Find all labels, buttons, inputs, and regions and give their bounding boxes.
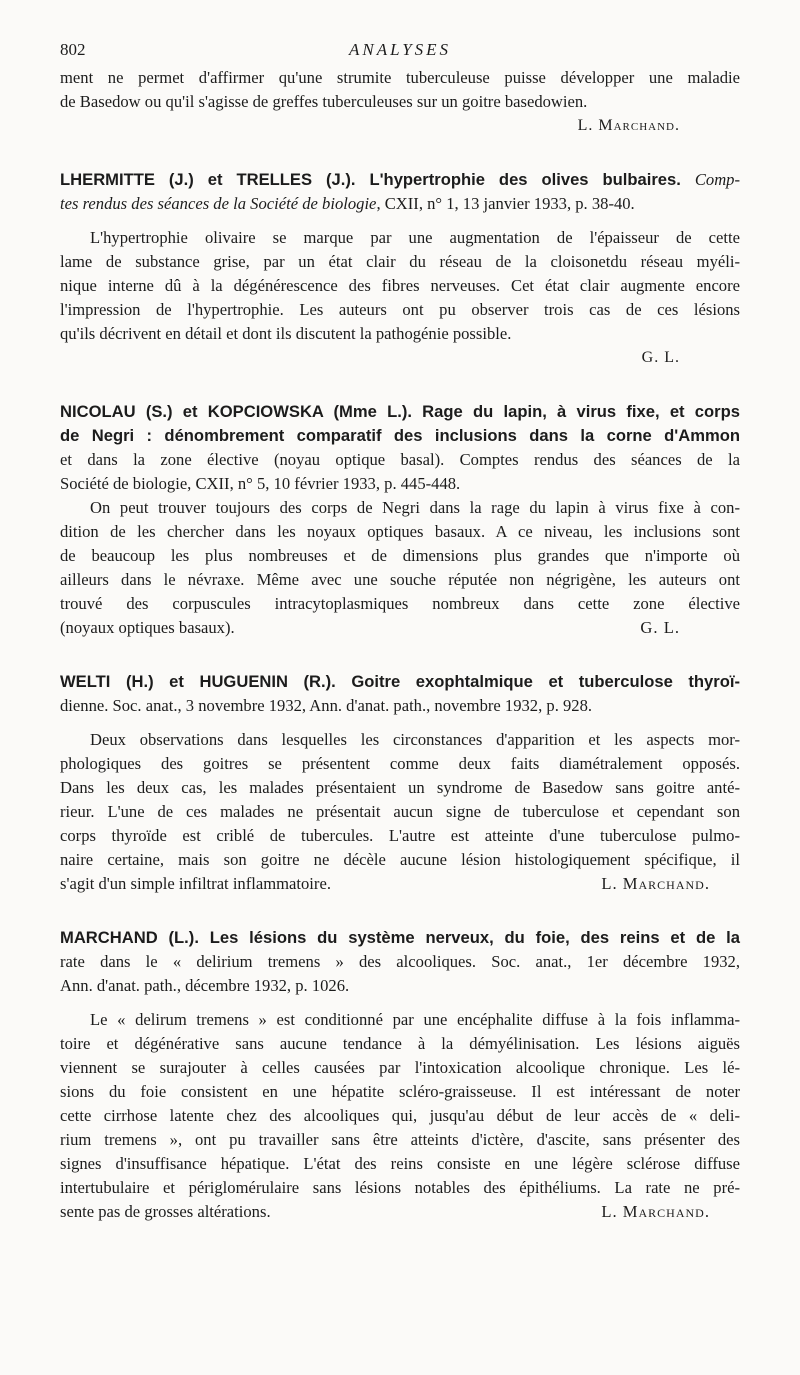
entry-continuation bbox=[60, 66, 740, 138]
signature: L. Marchand. bbox=[577, 117, 680, 134]
running-head bbox=[60, 40, 740, 66]
body-line: Deux observations dans lesquelles les circonstances d'apparition et les aspects mor- bbox=[90, 730, 740, 749]
running-title: ANALYSES bbox=[348, 40, 452, 59]
body-line: sions du foie consistent en une hépatite scléro-graisseuse. Il est intéressant de noter bbox=[60, 1082, 740, 1101]
body-line: Dans les deux cas, les malades présentaient un syndrome de Basedow sans goitre anté- bbox=[60, 778, 740, 797]
entry-heading-line bbox=[60, 168, 740, 192]
entry-heading-line: de Negri : dénombrement comparatif des inclusions dans la corne d'Ammon bbox=[60, 426, 740, 445]
body-line: toire et dégénérative sans aucune tendance à la démyélinisation. Les lésions aiguës bbox=[60, 1034, 740, 1053]
body-line: trouvé des corpuscules intracytoplasmiques nombreux dans cette zone élective bbox=[60, 594, 740, 613]
body-line: cette cirrhose latente chez des alcooliques qui, jusqu'au début de leur accès de « deli- bbox=[60, 1106, 740, 1125]
body-line bbox=[60, 616, 740, 640]
body-line: Le « delirum tremens » est conditionné par une encéphalite diffuse à la fois inflamma- bbox=[90, 1010, 740, 1029]
body-line: rium tremens », ont pu travailler sans être atteints d'ictère, d'ascite, sans présenter des bbox=[60, 1130, 740, 1149]
body-line: dition de les chercher dans les noyaux optiques basaux. A ce niveau, les inclusions sont bbox=[60, 522, 740, 541]
body-line: nique interne dû à la dégénérescence des fibres nerveuses. Cet état clair augmente encore bbox=[60, 276, 740, 295]
entry-heading-line: dienne. Soc. anat., 3 novembre 1932, Ann. d'anat. path., novembre 1932, p. 928. bbox=[60, 696, 593, 715]
body-line: qu'ils décrivent en détail et dont ils discutent la pathogénie possible. bbox=[60, 324, 512, 343]
signature: L. Marchand. bbox=[601, 874, 710, 893]
body-line: ment ne permet d'affirmer qu'une strumite tuberculeuse puisse développer une maladie bbox=[60, 68, 740, 87]
body-line: intertubulaire et périglomérulaire sans lésions notables des épithéliums. La rate ne pré- bbox=[60, 1178, 740, 1197]
body-line-text: sente pas de grosses altérations. bbox=[60, 1202, 271, 1221]
body-line: L'hypertrophie olivaire se marque par une augmentation de l'épaisseur de cette bbox=[90, 228, 740, 247]
body-line bbox=[60, 1200, 740, 1224]
body-line: signes d'insuffisance hépatique. L'état des reins consiste en une légère sclérose diffuse bbox=[60, 1154, 740, 1173]
entry-heading-line: et dans la zone élective (noyau optique basal). Comptes rendus des séances de la bbox=[60, 450, 740, 469]
page-number: 802 bbox=[60, 40, 86, 59]
entry-heading-line: Société de biologie, CXII, n° 5, 10 février 1933, p. 445-448. bbox=[60, 474, 461, 493]
body-line: On peut trouver toujours des corps de Negri dans la rage du lapin à virus fixe à con- bbox=[90, 498, 740, 517]
body-line-text: (noyaux optiques basaux). bbox=[60, 618, 235, 637]
body-line: phologiques des goitres se présentent comme deux faits diamétralement opposés. bbox=[60, 754, 740, 773]
entry-heading-line: MARCHAND (L.). Les lésions du système nerveux, du foie, des reins et de la bbox=[60, 928, 740, 947]
journal-page bbox=[60, 40, 740, 1224]
entry-nicolau bbox=[60, 400, 740, 640]
body-line: l'impression de l'hypertrophie. Les auteurs ont pu observer trois cas de ces lésions bbox=[60, 300, 740, 319]
body-line: rieur. L'une de ces malades ne présentait aucun signe de tuberculose et cependant son bbox=[60, 802, 740, 821]
entry-heading-line: WELTI (H.) et HUGUENIN (R.). Goitre exophtalmique et tuberculose thyroï- bbox=[60, 672, 740, 691]
signature: L. Marchand. bbox=[601, 1202, 710, 1221]
entry-welti bbox=[60, 670, 740, 896]
entry-heading-line: NICOLAU (S.) et KOPCIOWSKA (Mme L.). Rage du lapin, à virus fixe, et corps bbox=[60, 402, 740, 421]
signature: G. L. bbox=[640, 618, 680, 637]
body-line: corps thyroïde est criblé de tubercules. L'autre est atteinte d'une tuberculose pulmo- bbox=[60, 826, 740, 845]
body-line: lame de substance grise, par un état clair du réseau de la cloisonetdu réseau myéli- bbox=[60, 252, 740, 271]
body-line: de Basedow ou qu'il s'agisse de greffes tuberculeuses sur un goitre basedowien. bbox=[60, 92, 588, 111]
body-line: viennent se surajouter à celles causées par l'intoxication alcoolique chronique. Les lé- bbox=[60, 1058, 740, 1077]
entry-heading-line: Ann. d'anat. path., décembre 1932, p. 1026. bbox=[60, 976, 350, 995]
heading-source: tes rendus des séances de la Société de biologie bbox=[60, 194, 377, 213]
heading-source: Comp- bbox=[694, 170, 740, 189]
entry-marchand bbox=[60, 926, 740, 1224]
body-line-text: s'agit d'un simple infiltrat inflammatoire. bbox=[60, 874, 331, 893]
body-line: ailleurs dans le névraxe. Même avec une souche réputée non négrigène, les auteurs ont bbox=[60, 570, 740, 589]
signature: G. L. bbox=[641, 349, 680, 366]
entry-lhermitte bbox=[60, 168, 740, 370]
heading-citation: , CXII, n° 1, 13 janvier 1933, p. 38-40. bbox=[376, 194, 635, 213]
body-line bbox=[60, 872, 740, 896]
body-line: de beaucoup les plus nombreuses et de dimensions plus grandes que n'importe où bbox=[60, 546, 740, 565]
entry-heading-line: rate dans le « delirium tremens » des alcooliques. Soc. anat., 1er décembre 1932, bbox=[60, 952, 740, 971]
entry-heading-line bbox=[60, 192, 740, 216]
body-line: naire certaine, mais son goitre ne décèle aucune lésion histologiquement spécifique, il bbox=[60, 850, 740, 869]
heading-authors-title: LHERMITTE (J.) et TRELLES (J.). L'hypertrophie des olives bulbaires. bbox=[60, 170, 695, 189]
